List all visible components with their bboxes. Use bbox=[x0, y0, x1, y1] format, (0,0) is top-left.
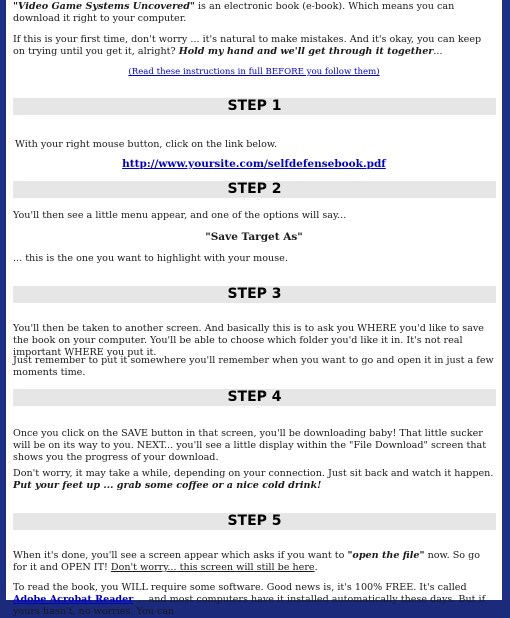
step-5-software-text: To read the book, you WILL require some software. Good news is, it's 100% FREE. It's called Adobe Acrobat Reader ... and most computers have it installed automatically these days. But if yours hasn't, no worries. You can bbox=[13, 582, 486, 617]
step-5-text: When it's done, you'll see a screen appear which asks if you want to "open the file" now. So go for it and OPEN IT! Don't worry... this screen will still be here. bbox=[13, 550, 481, 573]
step-2-header: STEP 2 bbox=[13, 181, 496, 198]
step-4-wait-text: Don't worry, it may take a while, depending on your connection. Just sit back and watch it happen. Put your feet up ... grab some coffee or a nice cold drink! bbox=[13, 468, 494, 491]
step-1-link-line bbox=[13, 158, 495, 171]
read-instructions-note bbox=[13, 66, 495, 78]
screen-still-here-text: Don't worry... this screen will still be here bbox=[110, 562, 315, 573]
step-5-header: STEP 5 bbox=[13, 513, 496, 530]
book-title: "Video Game Systems Uncovered" bbox=[13, 1, 195, 12]
step-3-text: You'll then be taken to another screen. And basically this is to ask you WHERE you'd like to save the book on your computer. You'll be able to choose which folder you'd like it in. It's not real important WHERE you put it. bbox=[13, 323, 484, 358]
coffee-text: Put your feet up ... grab some coffee or a nice cold drink! bbox=[13, 480, 322, 491]
adobe-reader-link[interactable]: Adobe Acrobat Reader bbox=[13, 594, 134, 605]
download-link[interactable]: http://www.yoursite.com/selfdefensebook.pdf bbox=[122, 158, 386, 170]
hold-hand-text: Hold my hand and we'll get through it together bbox=[178, 46, 434, 57]
open-the-file-text: "open the file" bbox=[347, 550, 425, 561]
step-3-remember-text: Just remember to put it somewhere you'll remember when you want to go and open it in just a few moments time. bbox=[13, 355, 494, 378]
step-4-header: STEP 4 bbox=[13, 389, 496, 406]
step-1-text: With your right mouse button, click on the link below. bbox=[15, 139, 277, 150]
right-border bbox=[502, 0, 510, 600]
step-1-header: STEP 1 bbox=[13, 98, 496, 115]
read-instructions-link[interactable]: (Read these instructions in full BEFORE you follow them) bbox=[128, 67, 380, 77]
step-3-header: STEP 3 bbox=[13, 286, 496, 303]
instructions-page bbox=[6, 0, 502, 617]
intro-paragraph bbox=[13, 1, 495, 25]
step-2-highlight-text: ... this is the one you want to highlight with your mouse. bbox=[13, 253, 288, 264]
save-target-as-option: "Save Target As" bbox=[205, 231, 303, 243]
intro-text: is an electronic book (e-book). Which means you can download it right to your computer. bbox=[13, 1, 455, 24]
step-2-text: You'll then see a little menu appear, and one of the options will say... bbox=[13, 210, 347, 221]
reassurance-paragraph: If this is your first time, don't worry ... it's natural to make mistakes. And it's okay, you can keep on trying until you get it, alright? Hold my hand and we'll get through it together... bbox=[13, 34, 482, 57]
step-4-text: Once you click on the SAVE button in that screen, you'll be downloading baby! That little sucker will be on its way to you. NEXT... you'll see a little display within the "File Download" screen that shows you the progress of your download. bbox=[13, 428, 487, 463]
